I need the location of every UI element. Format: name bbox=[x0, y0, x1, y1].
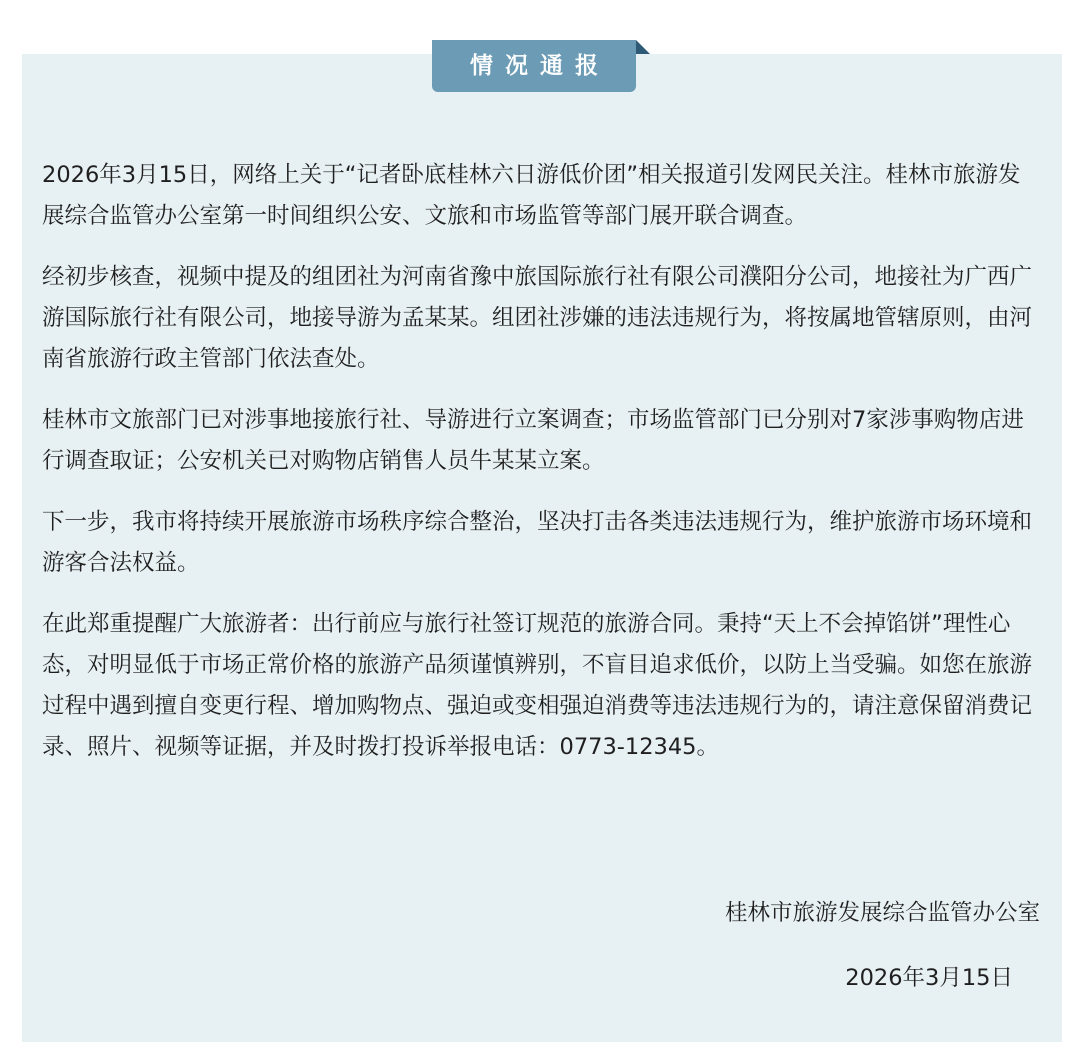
issuer-signature: 桂林市旅游发展综合监管办公室 bbox=[724, 900, 1040, 926]
issue-date: 2026年3月15日 bbox=[845, 965, 1013, 991]
notice-body bbox=[42, 155, 1042, 788]
tab-fold-decoration bbox=[636, 40, 650, 54]
paragraph-5: 在此郑重提醒广大旅游者：出行前应与旅行社签订规范的旅游合同。秉持“天上不会掉馅饼”理性心态，对明显低于市场正常价格的旅游产品须谨慎辨别，不盲目追求低价，以防上当受骗。如您在旅游过程中遇到擅自变更行程、增加购物点、强迫或变相强迫消费等违法违规行为的，请注意保留消费记录、照片、视频等证据，并及时拨打投诉举报电话：0773-12345。 bbox=[42, 611, 1033, 760]
notice-header-tab bbox=[432, 40, 650, 92]
paragraph-1: 2026年3月15日，网络上关于“记者卧底桂林六日游低价团”相关报道引发网民关注。桂林市旅游发展综合监管办公室第一时间组织公安、文旅和市场监管等部门展开联合调查。 bbox=[42, 162, 1021, 229]
paragraph-4: 下一步，我市将持续开展旅游市场秩序综合整治，坚决打击各类违法违规行为，维护旅游市场环境和游客合法权益。 bbox=[42, 509, 1033, 576]
paragraph-3: 桂林市文旅部门已对涉事地接旅行社、导游进行立案调查；市场监管部门已分别对7家涉事购物店进行调查取证；公安机关已对购物店销售人员牛某某立案。 bbox=[42, 407, 1024, 474]
notice-title: 情况通报 bbox=[432, 40, 636, 92]
paragraph-2: 经初步核查，视频中提及的组团社为河南省豫中旅国际旅行社有限公司濮阳分公司，地接社为广西广游国际旅行社有限公司，地接导游为孟某某。组团社涉嫌的违法违规行为，将按属地管辖原则，由河南省旅游行政主管部门依法查处。 bbox=[42, 264, 1033, 372]
